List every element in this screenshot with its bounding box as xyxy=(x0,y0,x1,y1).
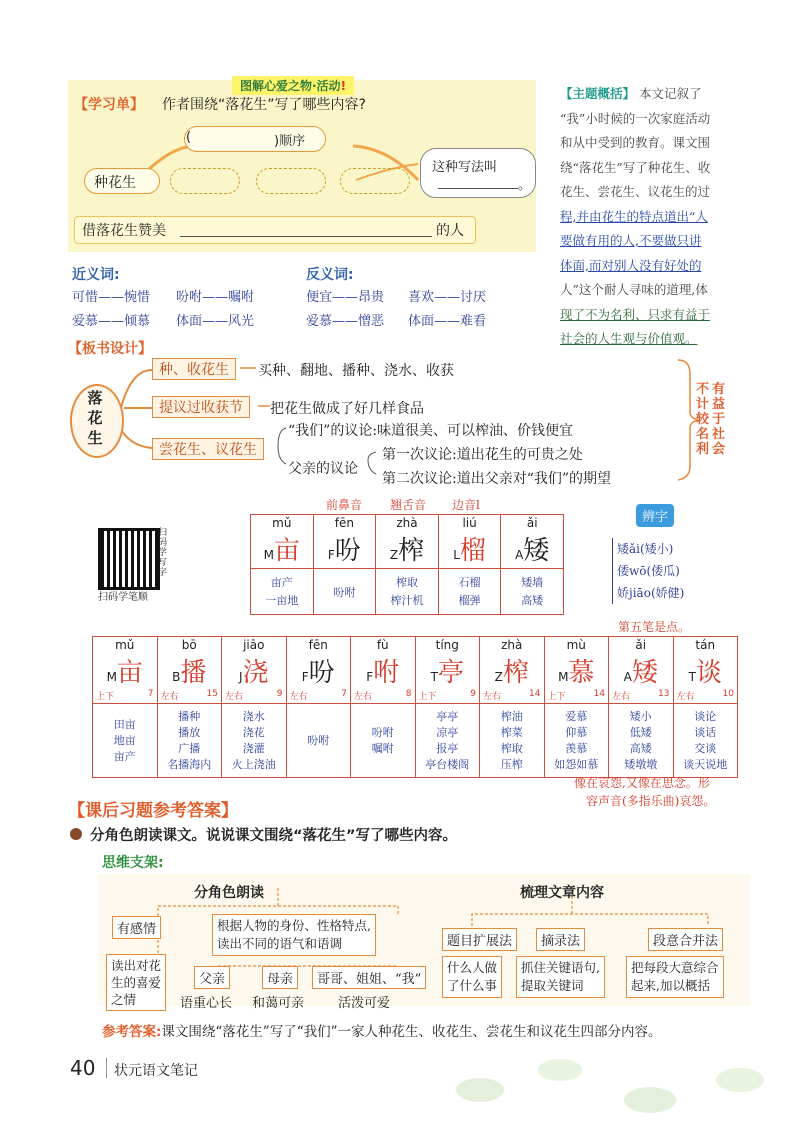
char-cell xyxy=(351,637,416,704)
blank-oval-2 xyxy=(256,168,326,194)
char-structure: 左右 xyxy=(289,692,308,702)
syn-0-1: 吩咐——嘱咐 xyxy=(176,290,255,305)
char-glyph: 浇 xyxy=(242,658,269,688)
theme-line-7: 体面,而对别人没有好处的 xyxy=(560,257,702,273)
pron-cell-1: fēn F吩 xyxy=(313,515,376,569)
char-word: 仰慕 xyxy=(565,725,588,739)
theme-label: 【主题概括】 xyxy=(560,86,636,101)
pron-head-0: 前鼻音 xyxy=(326,498,363,512)
char-cell xyxy=(673,637,738,704)
theme-line-4: 花生、尝花生、议花生的过 xyxy=(560,184,711,199)
char-letter: F xyxy=(301,670,309,684)
char-letter: T xyxy=(430,670,438,684)
map-right-head: 梳理文章内容 xyxy=(520,885,604,901)
map-method-0: 题目扩展法 xyxy=(442,928,517,951)
pron-words-4: 矮墙 高矮 xyxy=(501,569,564,615)
char-strokes: 9 xyxy=(470,689,476,699)
board-branch-2: 提议过收获节 xyxy=(152,396,250,418)
board-branch-3-a: “我们”的议论:味道很美、可以榨油、价钱便宜 xyxy=(288,423,574,439)
char-word: 爱慕 xyxy=(565,709,588,723)
theme-line-1: “我”小时候的一次家庭活动 xyxy=(560,110,711,126)
char-word: 嘱咐 xyxy=(371,741,394,755)
syn-1-0: 爱慕——倾慕 xyxy=(72,314,151,329)
study-label: 【学习单】 xyxy=(74,97,144,113)
syn-1-1: 体面——风光 xyxy=(176,314,255,329)
bianzi-badge: 辨字 xyxy=(636,504,674,527)
qr-side: 扫码学写字 xyxy=(158,528,168,578)
char-word: 吩咐 xyxy=(307,733,330,747)
char-word: 羡慕 xyxy=(565,741,588,755)
char-word: 浇灌 xyxy=(242,741,265,755)
char-strokes: 13 xyxy=(658,689,670,699)
ant-1-0: 爱慕——憎恶 xyxy=(306,314,385,329)
map-role-2: 哥哥、姐姐、“我” xyxy=(312,966,426,989)
theme-line-9: 现了不为名利、只求有益于 xyxy=(560,306,711,322)
char-cell xyxy=(609,637,674,704)
char-pinyin: ǎi xyxy=(635,638,647,652)
pron-words-0: 亩产 一亩地 xyxy=(251,569,314,615)
char-meta xyxy=(546,689,608,702)
board-branch-1: 种、收花生 xyxy=(152,358,236,380)
pron-cell-2: zhà Z榨 xyxy=(376,515,439,569)
char-word: 矮墩墩 xyxy=(624,757,658,771)
page-number: 40 xyxy=(70,1056,96,1080)
ant-1-1: 体面——难看 xyxy=(408,314,487,329)
char-letter: T xyxy=(688,670,696,684)
char-strokes: 9 xyxy=(276,689,283,699)
char-glyph: 谈 xyxy=(695,658,722,688)
char-structure: 左右 xyxy=(225,692,244,702)
char-meta xyxy=(352,689,414,702)
map-tone-1: 和蔼可亲 xyxy=(252,996,305,1011)
char-meta xyxy=(288,689,350,702)
leaf-decoration xyxy=(420,1040,800,1123)
char-letter: B xyxy=(172,670,181,684)
char-structure: 左右 xyxy=(483,692,502,702)
char-word: 田亩 xyxy=(113,717,136,731)
char-strokes: 15 xyxy=(206,689,218,699)
activity-title-text: 图解心爱之物·活动 xyxy=(240,79,341,93)
board-branch-3-b: 父亲的议论 xyxy=(288,461,358,477)
syn-title: 近义词: xyxy=(72,267,120,283)
theme-summary xyxy=(560,82,740,346)
char-word: 低矮 xyxy=(629,725,652,739)
char-glyph: 咐 xyxy=(373,658,400,688)
char-glyph: 慕 xyxy=(568,658,595,688)
char-structure: 左右 xyxy=(676,692,695,702)
char-word: 播放 xyxy=(178,725,201,739)
char-cell xyxy=(286,637,351,704)
char-glyph: 亩 xyxy=(116,658,143,688)
char-word: 亭亭 xyxy=(436,709,459,723)
answers-frame: 思维支架: xyxy=(102,855,164,871)
study-question: 作者围绕“落花生”写了哪些内容? xyxy=(162,97,366,113)
char-word: 地亩 xyxy=(113,733,136,747)
char-word: 播种 xyxy=(178,709,201,723)
theme-line-3: 绕“落花生”写了种花生、收 xyxy=(560,159,711,175)
char-words xyxy=(609,704,674,778)
char-word: 亭台楼阁 xyxy=(425,757,470,771)
char-meta xyxy=(159,689,221,702)
char-meta xyxy=(223,689,285,702)
char-strokes: 14 xyxy=(593,689,605,699)
char-pinyin: mǔ xyxy=(115,638,135,652)
char-pinyin: zhà xyxy=(501,638,523,652)
board-branch-3-b1: 第一次议论:道出花生的可贵之处 xyxy=(382,447,583,463)
blank-oval-1 xyxy=(170,168,240,194)
board-branch-2-detail: 把花生做成了好几样食品 xyxy=(270,401,424,417)
char-word: 吩咐 xyxy=(371,725,394,739)
char-cell xyxy=(415,637,480,704)
char-strokes: 7 xyxy=(147,689,154,699)
map-desc-1: 抓住关键语句, 提取关键词 xyxy=(516,956,605,998)
char-word: 凉亭 xyxy=(436,725,459,739)
char-words xyxy=(157,704,222,778)
theme-line-5: 程,并由花生的特点道出“人 xyxy=(560,208,708,224)
map-roles-tip: 根据人物的身份、性格特点, 读出不同的语气和语调 xyxy=(212,914,376,956)
map-left-head: 分角色朗读 xyxy=(194,885,264,901)
ref-answer xyxy=(102,1020,662,1040)
char-letter: M xyxy=(106,670,117,684)
char-word: 矮小 xyxy=(629,709,652,723)
char-strokes: 14 xyxy=(529,689,541,699)
char-word: 名播海内 xyxy=(167,757,212,771)
map-desc-0: 什么人做 了什么事 xyxy=(442,956,502,998)
theme-line-10: 社会的人生观与价值观。 xyxy=(560,331,698,346)
char-structure: 左右 xyxy=(354,692,373,702)
theme-line-8: 人”这个耐人寻味的道理,体 xyxy=(560,282,708,297)
char-glyph: 播 xyxy=(180,658,207,688)
board-branch-3-b2: 第二次议论:道出父亲对“我们”的期望 xyxy=(382,471,612,487)
char-word: 浇水 xyxy=(242,709,265,723)
char-letter: Z xyxy=(494,670,503,684)
char-words xyxy=(415,704,480,778)
char-meta xyxy=(94,689,156,702)
map-feeling: 有感情 xyxy=(112,916,161,939)
char-word: 如怨如慕 xyxy=(554,757,599,771)
activity-mark: ! xyxy=(340,79,347,93)
order-right: )顺序 xyxy=(274,134,306,149)
char-meta xyxy=(675,689,737,702)
char-strokes: 7 xyxy=(341,689,347,699)
char-letter: M xyxy=(558,670,569,684)
char-word: 广播 xyxy=(178,741,201,755)
char-cell xyxy=(157,637,222,704)
char-words xyxy=(93,704,158,778)
footer-divider xyxy=(106,1058,107,1078)
char-structure: 上下 xyxy=(96,692,115,702)
char-word: 榨取 xyxy=(500,741,523,755)
bubble-blank xyxy=(438,188,518,189)
char-words xyxy=(351,704,416,778)
qr-code[interactable] xyxy=(98,528,160,590)
char-glyph: 吩 xyxy=(308,658,335,688)
map-desc-2: 把每段大意综合 起来,加以概括 xyxy=(626,956,724,998)
blank-oval-3 xyxy=(340,168,410,194)
char-meta xyxy=(417,689,479,702)
char-cell xyxy=(544,637,609,704)
char-words xyxy=(480,704,545,778)
map-method-1: 摘录法 xyxy=(536,928,585,951)
pron-words-1: 吩咐 xyxy=(313,569,376,615)
char-strokes: 10 xyxy=(722,689,734,699)
char-pinyin: tán xyxy=(695,638,716,652)
theme-line-6: 要做有用的人,不要做只讲 xyxy=(560,233,702,248)
pron-table xyxy=(250,514,564,615)
char-word: 榨油 xyxy=(500,709,523,723)
plant-label: 种花生 xyxy=(94,175,136,191)
char-word: 报亭 xyxy=(436,741,459,755)
map-role-1: 母亲 xyxy=(262,966,298,989)
pron-words-2: 榨取 榨汁机 xyxy=(376,569,439,615)
praise-right: 的人 xyxy=(436,223,464,239)
book-title: 状元语文笔记 xyxy=(114,1063,198,1079)
char-word: 交谈 xyxy=(694,741,717,755)
board-right-col-1: 不计较名利 xyxy=(696,382,710,457)
syn-0-0: 可惜——惋惜 xyxy=(72,290,151,305)
note-bottom-2: 容声音(多指乐曲)哀怨。 xyxy=(586,794,716,808)
char-glyph: 榨 xyxy=(502,658,529,688)
ref-text: 课文围绕“落花生”写了“我们”一家人种花生、收花生、尝花生和议花生四部分内容。 xyxy=(161,1024,662,1040)
map-emotion: 读出对花 生的喜爱 之情 xyxy=(106,954,166,1011)
ref-label: 参考答案: xyxy=(102,1024,162,1040)
qr-caption: 扫码学笔顺 xyxy=(98,592,148,603)
char-word: 浇花 xyxy=(242,725,265,739)
char-pinyin: tíng xyxy=(435,638,459,652)
char-pinyin: fù xyxy=(376,638,389,652)
map-tone-2: 活泼可爱 xyxy=(338,996,391,1011)
char-cell xyxy=(222,637,287,704)
praise-left: 借落花生赞美 xyxy=(82,223,166,239)
char-letter: J xyxy=(238,670,243,684)
map-role-0: 父亲 xyxy=(194,966,230,989)
char-cell xyxy=(93,637,158,704)
char-word: 亩产 xyxy=(113,749,136,763)
ant-title: 反义词: xyxy=(306,267,354,283)
board-center: 落 花 生 xyxy=(87,389,103,447)
char-structure: 左右 xyxy=(160,692,179,702)
char-pinyin: mù xyxy=(566,638,586,652)
activity-title xyxy=(232,76,354,95)
char-cell xyxy=(480,637,545,704)
character-table xyxy=(92,636,738,778)
board-branch-1-detail: 买种、翻地、播种、浇水、收获 xyxy=(258,363,454,379)
pron-words-3: 石榴 榴弹 xyxy=(438,569,501,615)
char-glyph: 矮 xyxy=(631,658,658,688)
char-word: 谈论 xyxy=(694,709,717,723)
pron-cell-0: mǔ M亩 xyxy=(251,515,314,569)
board-right-col-2: 有益于社会 xyxy=(712,382,726,457)
char-word: 榨菜 xyxy=(500,725,523,739)
char-structure: 左右 xyxy=(612,692,631,702)
char-letter: A xyxy=(623,670,632,684)
answers-q1: 分角色朗读课文。说说课文围绕“落花生”写了哪些内容。 xyxy=(90,828,458,844)
bianzi-list: 矮ǎi(矮小) 倭wō(倭瓜) 娇jiāo(娇健) xyxy=(612,538,684,604)
pron-head-2: 边音l xyxy=(452,498,480,512)
char-pinyin: fēn xyxy=(308,638,328,652)
char-word: 火上浇油 xyxy=(231,757,276,771)
bullet-icon xyxy=(70,828,82,840)
bubble-text: 这种写法叫 xyxy=(432,160,498,175)
pron-head-1: 翘舌音 xyxy=(390,498,427,512)
board-branch-3: 尝花生、议花生 xyxy=(152,438,264,460)
pron-cell-3: liú L榴 xyxy=(438,515,501,569)
char-word: 谈话 xyxy=(694,725,717,739)
char-word: 高矮 xyxy=(629,741,652,755)
bubble-end: 。 xyxy=(518,178,532,193)
praise-blank xyxy=(180,236,432,237)
char-pinyin: bō xyxy=(181,638,197,652)
char-word: 谈天说地 xyxy=(683,757,728,771)
theme-line-0: 【主题概括】 本文记叙了 xyxy=(560,86,702,101)
order-left: ( xyxy=(186,130,192,145)
pron-cell-4: ǎi A矮 xyxy=(501,515,564,569)
char-glyph: 亭 xyxy=(437,658,464,688)
char-words xyxy=(222,704,287,778)
char-meta xyxy=(610,689,672,702)
char-letter: F xyxy=(366,670,374,684)
char-words xyxy=(673,704,738,778)
map-method-2: 段意合并法 xyxy=(648,928,723,951)
char-structure: 上下 xyxy=(418,692,437,702)
char-strokes: 8 xyxy=(405,689,412,699)
char-pinyin: jiāo xyxy=(243,638,265,652)
char-meta xyxy=(481,689,543,702)
answers-title: 【课后习题参考答案】 xyxy=(68,801,238,821)
map-tone-0: 语重心长 xyxy=(180,996,233,1011)
char-words xyxy=(286,704,351,778)
char-structure: 上下 xyxy=(547,692,566,702)
char-words xyxy=(544,704,609,778)
note-bottom-1: 像在哀怨,又像在思念。形 xyxy=(574,776,710,790)
note-top: 第五笔是点。 xyxy=(618,620,691,634)
board-title: 【板书设计】 xyxy=(68,341,152,357)
ant-0-0: 便宜——昂贵 xyxy=(306,290,385,305)
ant-0-1: 喜欢——讨厌 xyxy=(408,290,487,305)
char-word: 压榨 xyxy=(500,757,523,771)
theme-line-2: 和从中受到的教育。课文围 xyxy=(560,135,711,150)
